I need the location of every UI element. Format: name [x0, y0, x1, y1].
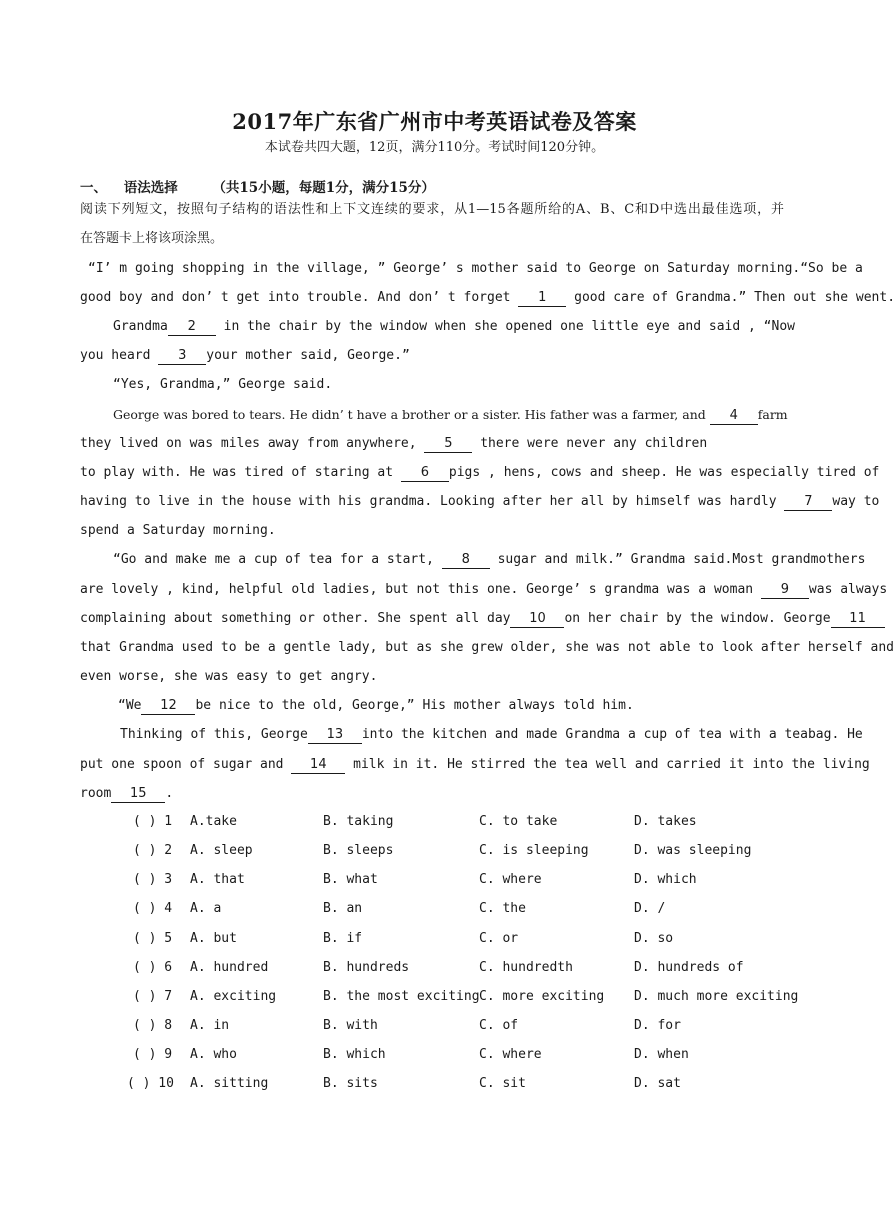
option-row — [0, 931, 869, 949]
option-b[interactable]: B. sleeps — [323, 843, 394, 858]
option-d[interactable]: D. which — [634, 872, 697, 887]
passage-text: farm — [757, 407, 788, 422]
option-row — [0, 901, 869, 919]
option-d[interactable]: D. so — [634, 931, 674, 946]
answer-blank: 3 — [158, 348, 206, 365]
passage-text: they lived on was miles away from anywhere, — [80, 436, 417, 451]
section-heading — [80, 176, 435, 196]
passage-text: good boy and don’ t get into trouble. And don’ t forget — [80, 290, 511, 305]
passage-text: room — [80, 786, 112, 801]
passage-text: be nice to the old, George,” His mother always told him. — [195, 698, 634, 713]
passage-text: “Go and make me a cup of tea for a start, — [113, 552, 434, 567]
passage-text: into the kitchen and made Grandma a cup of tea with a teabag. He — [361, 727, 863, 742]
option-a[interactable]: A. exciting — [190, 989, 277, 1004]
page-title: 2017年广东省广州市中考英语试卷及答案 — [232, 109, 637, 134]
passage-text: you heard — [80, 348, 151, 363]
answer-blank: 15 — [111, 786, 165, 803]
passage-text: on her chair by the window. George — [564, 611, 831, 626]
option-a[interactable]: A. who — [190, 1047, 237, 1062]
passage-line: that Grandma used to be a gentle lady, but as she grew older, she was not able to look after herself and — [80, 640, 894, 655]
option-a[interactable]: A. sitting — [190, 1076, 269, 1091]
passage-text: Thinking of this, George — [120, 727, 308, 742]
option-c[interactable]: C. hundredth — [479, 960, 573, 975]
option-a[interactable]: A.take — [190, 814, 237, 829]
option-c[interactable]: C. is sleeping — [479, 843, 589, 858]
question-number[interactable]: ( ) 2 — [133, 843, 173, 858]
passage-text: good care of Grandma.” Then out she went. — [574, 290, 895, 305]
option-d[interactable]: D. much more exciting — [634, 989, 799, 1004]
passage-text: to play with. He was tired of staring at — [80, 465, 394, 480]
option-a[interactable]: A. but — [190, 931, 237, 946]
passage-text: having to live in the house with his grandma. Looking after her all by himself was hardly — [80, 494, 777, 509]
section-number: 一、 — [80, 180, 107, 196]
question-number[interactable]: ( ) 10 — [127, 1076, 174, 1091]
section-name: 语法选择 — [123, 180, 178, 196]
option-d[interactable]: D. when — [634, 1047, 689, 1062]
option-b[interactable]: B. with — [323, 1018, 378, 1033]
option-a[interactable]: A. that — [190, 872, 245, 887]
passage-text: George was bored to tears. He didn’ t have a brother or a sister. His father was a farmer, and — [113, 407, 706, 422]
option-c[interactable]: C. where — [479, 1047, 542, 1062]
option-b[interactable]: B. taking — [323, 814, 394, 829]
passage-text: . — [165, 786, 174, 801]
option-c[interactable]: C. to take — [479, 814, 558, 829]
option-d[interactable]: D. hundreds of — [634, 960, 744, 975]
option-d[interactable]: D. takes — [634, 814, 697, 829]
option-d[interactable]: D. for — [634, 1018, 681, 1033]
option-row — [0, 872, 869, 890]
option-a[interactable]: A. in — [190, 1018, 230, 1033]
option-d[interactable]: D. was sleeping — [634, 843, 752, 858]
passage-line — [80, 464, 880, 482]
passage-line: “Yes, Grandma,” George said. — [113, 377, 333, 392]
option-b[interactable]: B. which — [323, 1047, 386, 1062]
option-b[interactable]: B. if — [323, 931, 363, 946]
answer-blank: 7 — [784, 494, 832, 511]
passage-line — [80, 289, 895, 307]
option-b[interactable]: B. what — [323, 872, 378, 887]
option-row — [0, 1076, 869, 1094]
option-row — [0, 1018, 869, 1036]
answer-blank: 9 — [761, 582, 809, 599]
option-a[interactable]: A. sleep — [190, 843, 253, 858]
option-b[interactable]: B. sits — [323, 1076, 378, 1091]
option-row — [0, 814, 869, 832]
passage-line: “I’ m going shopping in the village, ” George’ s mother said to George on Saturday morning.“So be a — [88, 261, 863, 276]
section-points: （共15小题，每题1分，满分15分） — [212, 180, 435, 196]
passage-text: Grandma — [113, 319, 168, 334]
passage-line: spend a Saturday morning. — [80, 523, 276, 538]
passage-line — [80, 493, 880, 511]
answer-blank: 6 — [401, 465, 449, 482]
passage-line — [113, 318, 795, 336]
answer-blank: 8 — [442, 552, 490, 569]
passage-text: there were never any children — [480, 436, 708, 451]
option-row — [0, 843, 869, 861]
option-d[interactable]: D. / — [634, 901, 666, 916]
answer-blank: 2 — [168, 319, 216, 336]
option-c[interactable]: C. of — [479, 1018, 519, 1033]
passage-line — [80, 435, 784, 453]
answer-blank: 10 — [510, 611, 564, 628]
passage-line — [118, 697, 784, 715]
passage-text: put one spoon of sugar and — [80, 757, 284, 772]
option-b[interactable]: B. an — [323, 901, 363, 916]
option-c[interactable]: C. the — [479, 901, 526, 916]
instruction-line: 阅读下列短文，按照句子结构的语法性和上下文连续的要求，从1—15各题所给的A、B、C和D中选出最佳选项，并 — [80, 202, 784, 217]
passage-line — [120, 726, 863, 744]
option-row — [0, 1047, 869, 1065]
answer-blank: 12 — [141, 698, 195, 715]
passage-line — [80, 785, 784, 803]
answer-blank: 4 — [710, 408, 758, 425]
answer-blank: 14 — [291, 757, 345, 774]
option-c[interactable]: C. sit — [479, 1076, 526, 1091]
question-number[interactable]: ( ) 7 — [133, 989, 173, 1004]
question-number[interactable]: ( ) 1 — [133, 814, 173, 829]
page-subtitle: 本试卷共四大题，12页，满分110分。考试时间120分钟。 — [264, 140, 605, 155]
passage-line — [80, 347, 784, 365]
question-number[interactable]: ( ) 9 — [133, 1047, 173, 1062]
option-d[interactable]: D. sat — [634, 1076, 681, 1091]
passage-line — [80, 610, 866, 628]
passage-text: way to — [832, 494, 880, 509]
option-b[interactable]: B. hundreds — [323, 960, 410, 975]
question-number[interactable]: ( ) 4 — [133, 901, 173, 916]
question-number[interactable]: ( ) 8 — [133, 1018, 173, 1033]
passage-line — [80, 756, 870, 774]
option-a[interactable]: A. a — [190, 901, 222, 916]
answer-blank: 11 — [831, 611, 885, 628]
option-row — [0, 960, 869, 978]
passage-text: your mother said, George.” — [206, 348, 410, 363]
option-a[interactable]: A. hundred — [190, 960, 269, 975]
option-c[interactable]: C. where — [479, 872, 542, 887]
passage-line — [113, 551, 866, 569]
option-row — [0, 989, 869, 1007]
passage-text: sugar and milk.” Grandma said.Most grandmothers — [497, 552, 866, 567]
passage-text: are lovely , kind, helpful old ladies, but not this one. George’ s grandma was a woman — [80, 582, 754, 597]
passage-line — [80, 581, 888, 599]
passage-text: pigs , hens, cows and sheep. He was especially tired of — [448, 465, 880, 480]
passage-text: “We — [118, 698, 142, 713]
passage-text: in the chair by the window when she opened one little eye and said , “Now — [223, 319, 795, 334]
question-number[interactable]: ( ) 3 — [133, 872, 173, 887]
passage-text: was always — [808, 582, 888, 597]
question-number[interactable]: ( ) 6 — [133, 960, 173, 975]
option-b[interactable]: B. the most exciting — [323, 989, 480, 1004]
passage-line: even worse, she was easy to get angry. — [80, 669, 378, 684]
passage-text: milk in it. He stirred the tea well and carried it into the living — [353, 757, 870, 772]
answer-blank: 1 — [518, 290, 566, 307]
instruction-line: 在答题卡上将该项涂黑。 — [80, 231, 224, 246]
option-c[interactable]: C. or — [479, 931, 519, 946]
answer-blank: 13 — [308, 727, 362, 744]
answer-blank: 5 — [424, 436, 472, 453]
question-number[interactable]: ( ) 5 — [133, 931, 173, 946]
option-c[interactable]: C. more exciting — [479, 989, 605, 1004]
passage-line — [113, 406, 788, 425]
passage-text: complaining about something or other. She spent all day — [80, 611, 511, 626]
